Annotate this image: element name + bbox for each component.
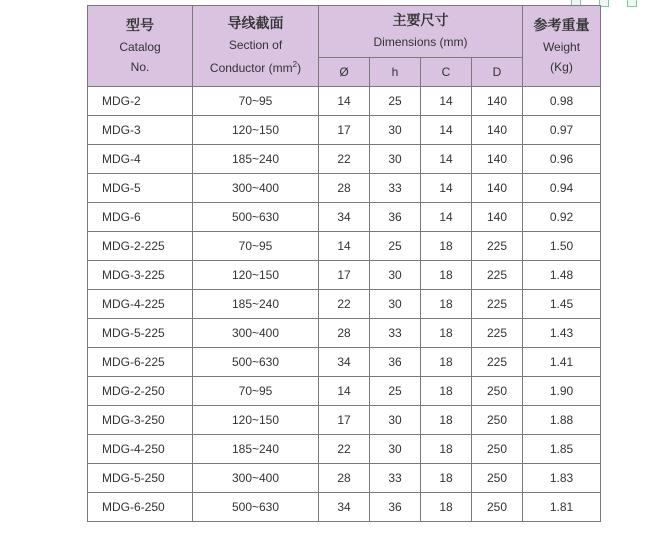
model-cell: MDG-5	[88, 174, 193, 203]
table-row	[88, 261, 601, 290]
dim-c-cell: 18	[421, 319, 472, 348]
model-cell: MDG-6	[88, 203, 193, 232]
header-model	[88, 6, 193, 87]
section-cell: 70~95	[193, 87, 319, 116]
dim-h-cell: 25	[370, 377, 421, 406]
dim-d-cell: 140	[472, 203, 523, 232]
model-cell: MDG-3	[88, 116, 193, 145]
dim-h-cell: 30	[370, 435, 421, 464]
table-row	[88, 406, 601, 435]
header-weight-cn: 参考重量	[533, 17, 590, 34]
header-dim-h: h	[370, 58, 421, 87]
dim-c-cell: 18	[421, 348, 472, 377]
dim-phi-cell: 14	[319, 87, 370, 116]
model-cell: MDG-6-225	[88, 348, 193, 377]
weight-cell: 0.98	[523, 87, 601, 116]
dim-h-cell: 33	[370, 174, 421, 203]
header-model-en1: Catalog	[119, 39, 161, 54]
table-row	[88, 87, 601, 116]
model-cell: MDG-3-250	[88, 406, 193, 435]
table-row	[88, 464, 601, 493]
dim-d-cell: 140	[472, 145, 523, 174]
weight-cell: 0.96	[523, 145, 601, 174]
header-section-sup: 2	[292, 60, 298, 69]
dim-phi-cell: 17	[319, 406, 370, 435]
section-cell: 185~240	[193, 290, 319, 319]
table-row	[88, 232, 601, 261]
header-section-en2-text: Conductor (mm	[209, 61, 293, 75]
model-cell: MDG-3-225	[88, 261, 193, 290]
dim-h-cell: 36	[370, 493, 421, 522]
dim-h-cell: 30	[370, 290, 421, 319]
dim-h-cell: 33	[370, 319, 421, 348]
section-cell: 70~95	[193, 232, 319, 261]
dim-h-cell: 25	[370, 232, 421, 261]
dim-d-cell: 140	[472, 116, 523, 145]
dim-c-cell: 14	[421, 87, 472, 116]
dim-d-cell: 250	[472, 464, 523, 493]
header-section	[193, 6, 319, 87]
header-dim-c: C	[421, 58, 472, 87]
section-cell: 185~240	[193, 435, 319, 464]
model-cell: MDG-5-250	[88, 464, 193, 493]
dim-c-cell: 14	[421, 116, 472, 145]
header-weight-en1: Weight	[542, 39, 581, 54]
weight-cell: 1.83	[523, 464, 601, 493]
dim-phi-cell: 22	[319, 290, 370, 319]
dim-c-cell: 18	[421, 377, 472, 406]
dim-c-cell: 18	[421, 435, 472, 464]
section-cell: 500~630	[193, 203, 319, 232]
dim-phi-cell: 34	[319, 203, 370, 232]
section-cell: 185~240	[193, 145, 319, 174]
dim-c-cell: 18	[421, 464, 472, 493]
weight-cell: 0.92	[523, 203, 601, 232]
table-row	[88, 145, 601, 174]
dim-d-cell: 225	[472, 348, 523, 377]
weight-cell: 1.45	[523, 290, 601, 319]
dim-c-cell: 18	[421, 261, 472, 290]
header-weight-en2: (Kg)	[550, 59, 573, 74]
section-cell: 120~150	[193, 116, 319, 145]
section-cell: 120~150	[193, 406, 319, 435]
weight-cell: 1.90	[523, 377, 601, 406]
header-dimensions-cn: 主要尺寸	[392, 13, 449, 29]
dim-h-cell: 36	[370, 348, 421, 377]
weight-cell: 1.41	[523, 348, 601, 377]
weight-cell: 1.48	[523, 261, 601, 290]
model-cell: MDG-5-225	[88, 319, 193, 348]
dim-h-cell: 30	[370, 145, 421, 174]
dim-c-cell: 18	[421, 406, 472, 435]
dim-phi-cell: 17	[319, 116, 370, 145]
dim-c-cell: 14	[421, 145, 472, 174]
header-section-close: )	[297, 61, 302, 75]
model-cell: MDG-4	[88, 145, 193, 174]
header-dim-d: D	[472, 58, 523, 87]
dim-phi-cell: 28	[319, 464, 370, 493]
table-row	[88, 493, 601, 522]
weight-cell: 1.81	[523, 493, 601, 522]
dim-d-cell: 140	[472, 174, 523, 203]
dim-h-cell: 25	[370, 87, 421, 116]
header-dimensions	[319, 6, 523, 58]
dim-c-cell: 18	[421, 493, 472, 522]
header-model-en2: No.	[130, 59, 150, 74]
dim-d-cell: 225	[472, 319, 523, 348]
dim-h-cell: 30	[370, 116, 421, 145]
header-model-cn: 型号	[126, 17, 154, 34]
header-section-cn: 导线截面	[227, 16, 284, 32]
header-section-en2	[193, 55, 318, 78]
model-cell: MDG-4-225	[88, 290, 193, 319]
model-cell: MDG-6-250	[88, 493, 193, 522]
table-row	[88, 348, 601, 377]
weight-cell: 1.85	[523, 435, 601, 464]
dim-phi-cell: 34	[319, 493, 370, 522]
dim-d-cell: 140	[472, 87, 523, 116]
section-cell: 500~630	[193, 493, 319, 522]
dim-phi-cell: 34	[319, 348, 370, 377]
header-section-en1: Section of	[228, 38, 283, 52]
section-cell: 70~95	[193, 377, 319, 406]
dim-c-cell: 14	[421, 174, 472, 203]
dim-d-cell: 225	[472, 290, 523, 319]
dim-c-cell: 18	[421, 232, 472, 261]
table-row	[88, 174, 601, 203]
dim-c-cell: 14	[421, 203, 472, 232]
model-cell: MDG-2-250	[88, 377, 193, 406]
table-body	[88, 87, 601, 522]
table-row	[88, 435, 601, 464]
corner-mark	[627, 0, 637, 7]
model-cell: MDG-2	[88, 87, 193, 116]
weight-cell: 1.88	[523, 406, 601, 435]
table-row	[88, 319, 601, 348]
dim-phi-cell: 14	[319, 232, 370, 261]
dim-c-cell: 18	[421, 290, 472, 319]
weight-cell: 0.97	[523, 116, 601, 145]
section-cell: 300~400	[193, 174, 319, 203]
dim-phi-cell: 17	[319, 261, 370, 290]
dim-h-cell: 36	[370, 203, 421, 232]
dim-h-cell: 30	[370, 261, 421, 290]
dim-d-cell: 250	[472, 406, 523, 435]
section-cell: 120~150	[193, 261, 319, 290]
model-cell: MDG-2-225	[88, 232, 193, 261]
dim-h-cell: 33	[370, 464, 421, 493]
section-cell: 500~630	[193, 348, 319, 377]
weight-cell: 0.94	[523, 174, 601, 203]
dim-d-cell: 250	[472, 377, 523, 406]
dim-phi-cell: 28	[319, 174, 370, 203]
dim-d-cell: 225	[472, 232, 523, 261]
dim-d-cell: 250	[472, 493, 523, 522]
dim-d-cell: 250	[472, 435, 523, 464]
dim-phi-cell: 22	[319, 435, 370, 464]
dim-h-cell: 30	[370, 406, 421, 435]
table-row	[88, 203, 601, 232]
section-cell: 300~400	[193, 464, 319, 493]
section-cell: 300~400	[193, 319, 319, 348]
specification-table	[87, 5, 601, 522]
dim-phi-cell: 14	[319, 377, 370, 406]
weight-cell: 1.50	[523, 232, 601, 261]
dim-d-cell: 225	[472, 261, 523, 290]
header-dim-phi: Ø	[319, 58, 370, 87]
model-cell: MDG-4-250	[88, 435, 193, 464]
table-row	[88, 116, 601, 145]
weight-cell: 1.43	[523, 319, 601, 348]
dim-phi-cell: 22	[319, 145, 370, 174]
dim-phi-cell: 28	[319, 319, 370, 348]
table-row	[88, 377, 601, 406]
header-weight	[523, 6, 601, 87]
header-dimensions-en: Dimensions (mm)	[373, 35, 468, 49]
table-row	[88, 290, 601, 319]
